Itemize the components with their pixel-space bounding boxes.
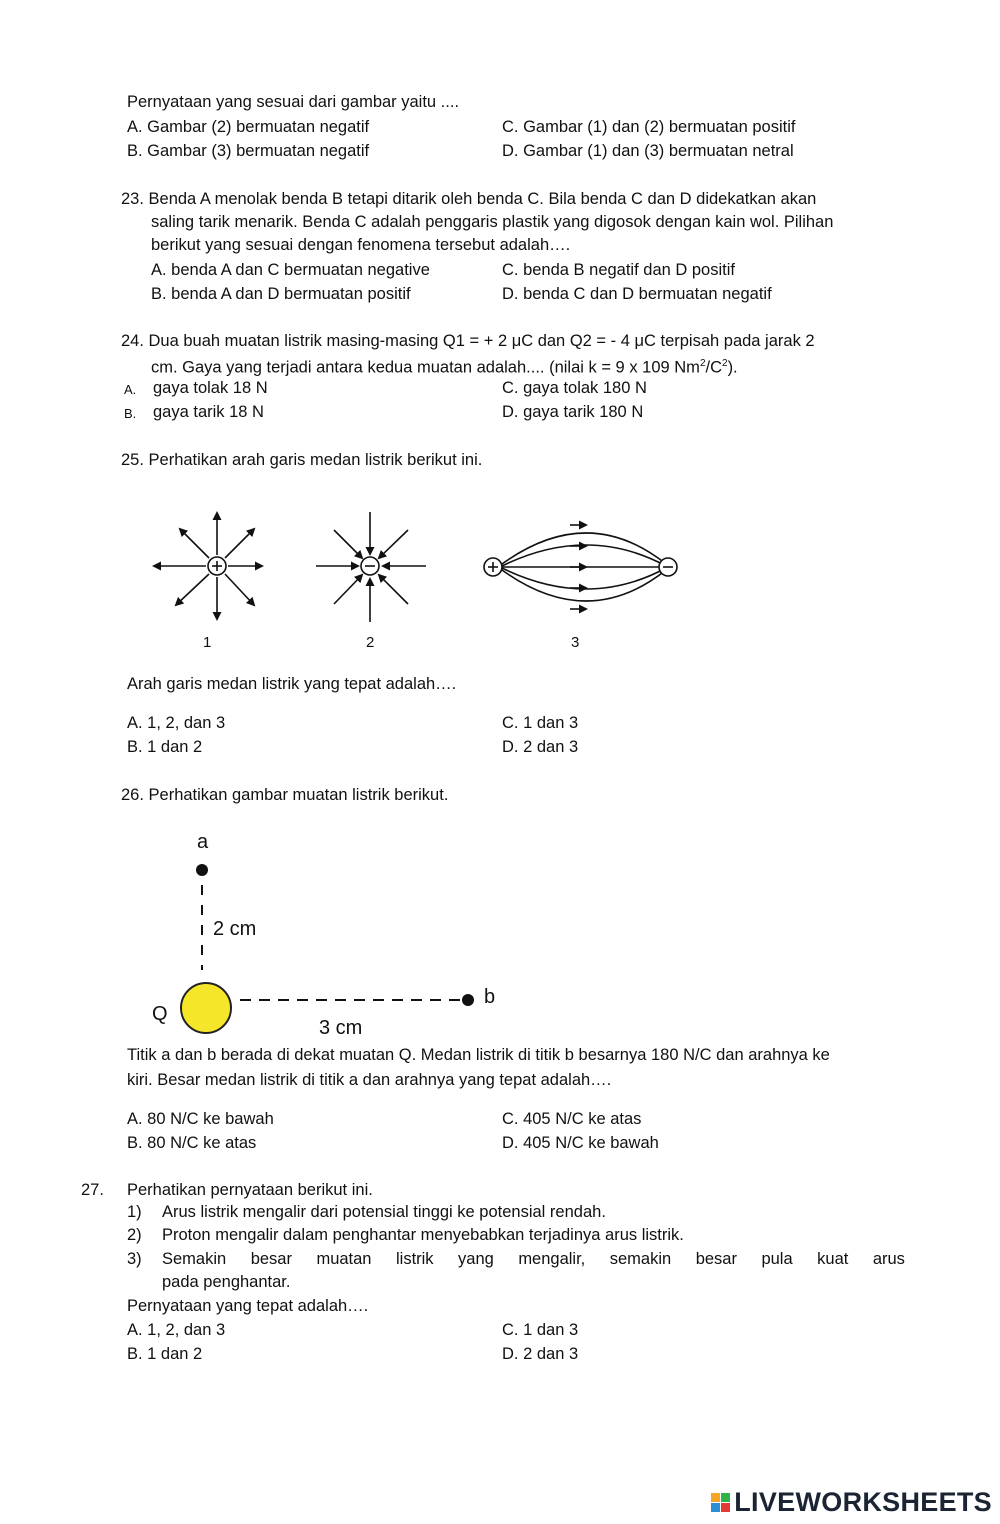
figure-label-2: 2 <box>366 634 375 651</box>
q24-option-a[interactable]: gaya tolak 18 N <box>153 379 268 397</box>
q22-option-d[interactable]: D. Gambar (1) dan (3) bermuatan netral <box>502 142 794 160</box>
statement-2: Proton mengalir dalam penghantar menyebabkan terjadinya arus listrik. <box>162 1226 684 1244</box>
q26-option-a[interactable]: A. 80 N/C ke bawah <box>127 1110 274 1128</box>
electric-field-lines-figure <box>140 500 700 660</box>
statement-3-number: 3) <box>127 1250 142 1268</box>
q24-line-1: 24. Dua buah muatan listrik masing-masing Q1 = + 2 μC dan Q2 = - 4 μC terpisah pada jarak 2 <box>121 332 815 350</box>
statement-1: Arus listrik mengalir dari potensial tinggi ke potensial rendah. <box>162 1203 606 1221</box>
q25-stem: 25. Perhatikan arah garis medan listrik berikut ini. <box>121 451 483 469</box>
dipole-field-lines <box>484 525 677 609</box>
q23-option-a[interactable]: A. benda A dan C bermuatan negative <box>151 261 430 279</box>
q24-option-b-letter: B. <box>124 406 137 421</box>
q23-line-2: saling tarik menarik. Benda C adalah penggaris plastik yang digosok dengan kain wol. Pilihan <box>151 213 834 231</box>
q22-stem: Pernyataan yang sesuai dari gambar yaitu .... <box>127 93 460 111</box>
q23-line-3: berikut yang sesuai dengan fenomena tersebut adalah…. <box>151 236 571 254</box>
q27-number: 27. <box>81 1181 104 1199</box>
q26-option-d[interactable]: D. 405 N/C ke bawah <box>502 1134 659 1152</box>
figure-label-3: 3 <box>571 634 580 651</box>
label-point-a: a <box>197 831 209 853</box>
q27-stem: Perhatikan pernyataan berikut ini. <box>127 1181 373 1199</box>
q25-prompt: Arah garis medan listrik yang tepat adalah…. <box>127 675 457 693</box>
q24-option-b[interactable]: gaya tarik 18 N <box>153 403 264 421</box>
q23-option-b[interactable]: B. benda A dan D bermuatan positif <box>151 285 411 303</box>
q24-option-d[interactable]: D. gaya tarik 180 N <box>502 403 644 421</box>
q24-line-2: cm. Gaya yang terjadi antara kedua muatan adalah.... (nilai k = 9 x 109 $Nm^2/C^2$). <box>151 358 738 377</box>
q23-option-c[interactable]: C. benda B negatif dan D positif <box>502 261 735 279</box>
q25-option-c[interactable]: C. 1 dan 3 <box>502 714 579 732</box>
brand-name: LIVEWORKSHEETS <box>734 1487 992 1517</box>
q26-line-2: kiri. Besar medan listrik di titik a dan arahnya yang tepat adalah…. <box>127 1071 612 1089</box>
q23-option-d[interactable]: D. benda C dan D bermuatan negatif <box>502 285 772 303</box>
q26-stem: 26. Perhatikan gambar muatan listrik berikut. <box>121 786 449 804</box>
q26-option-b[interactable]: B. 80 N/C ke atas <box>127 1134 257 1152</box>
q23-line-1: 23. Benda A menolak benda B tetapi ditarik oleh benda C. Bila benda C dan D didekatkan akan <box>121 190 817 208</box>
statement-2-number: 2) <box>127 1226 142 1244</box>
distance-label-2cm: 2 cm <box>213 918 257 940</box>
q22-option-b[interactable]: B. Gambar (3) bermuatan negatif <box>127 142 370 160</box>
label-charge-q: Q <box>152 1003 168 1025</box>
distance-label-3cm: 3 cm <box>319 1017 363 1039</box>
q26-line-1: Titik a dan b berada di dekat muatan Q. Medan listrik di titik b besarnya 180 N/C dan arahnya ke <box>127 1046 830 1064</box>
q24-option-a-letter: A. <box>124 382 137 397</box>
label-point-b: b <box>484 986 496 1008</box>
q26-option-c[interactable]: C. 405 N/C ke atas <box>502 1110 642 1128</box>
q22-option-a[interactable]: A. Gambar (2) bermuatan negatif <box>127 118 370 136</box>
q27-option-d[interactable]: D. 2 dan 3 <box>502 1345 579 1363</box>
negative-charge-inward-field <box>316 512 426 622</box>
liveworksheets-icon <box>711 1493 730 1512</box>
q27-option-c[interactable]: C. 1 dan 3 <box>502 1321 579 1339</box>
q27-option-a[interactable]: A. 1, 2, dan 3 <box>127 1321 226 1339</box>
point-b-marker <box>462 994 474 1006</box>
q25-option-b[interactable]: B. 1 dan 2 <box>127 738 203 756</box>
charge-q-circle <box>181 983 231 1033</box>
q24-option-c[interactable]: C. gaya tolak 180 N <box>502 379 647 397</box>
statement-1-number: 1) <box>127 1203 142 1221</box>
q22-option-c[interactable]: C. Gambar (1) dan (2) bermuatan positif <box>502 118 796 136</box>
point-a-marker <box>196 864 208 876</box>
q25-option-d[interactable]: D. 2 dan 3 <box>502 738 579 756</box>
q27-prompt: Pernyataan yang tepat adalah…. <box>127 1297 369 1315</box>
q25-option-a[interactable]: A. 1, 2, dan 3 <box>127 714 226 732</box>
statement-3-line-2: pada penghantar. <box>162 1273 291 1291</box>
figure-label-1: 1 <box>203 634 212 651</box>
q27-option-b[interactable]: B. 1 dan 2 <box>127 1345 203 1363</box>
positive-charge-outward-field <box>154 513 262 619</box>
statement-3-line-1: Semakin besar muatan listrik yang mengalir, semakin besar pula kuat arus <box>162 1250 905 1268</box>
liveworksheets-logo[interactable] <box>711 1487 992 1518</box>
